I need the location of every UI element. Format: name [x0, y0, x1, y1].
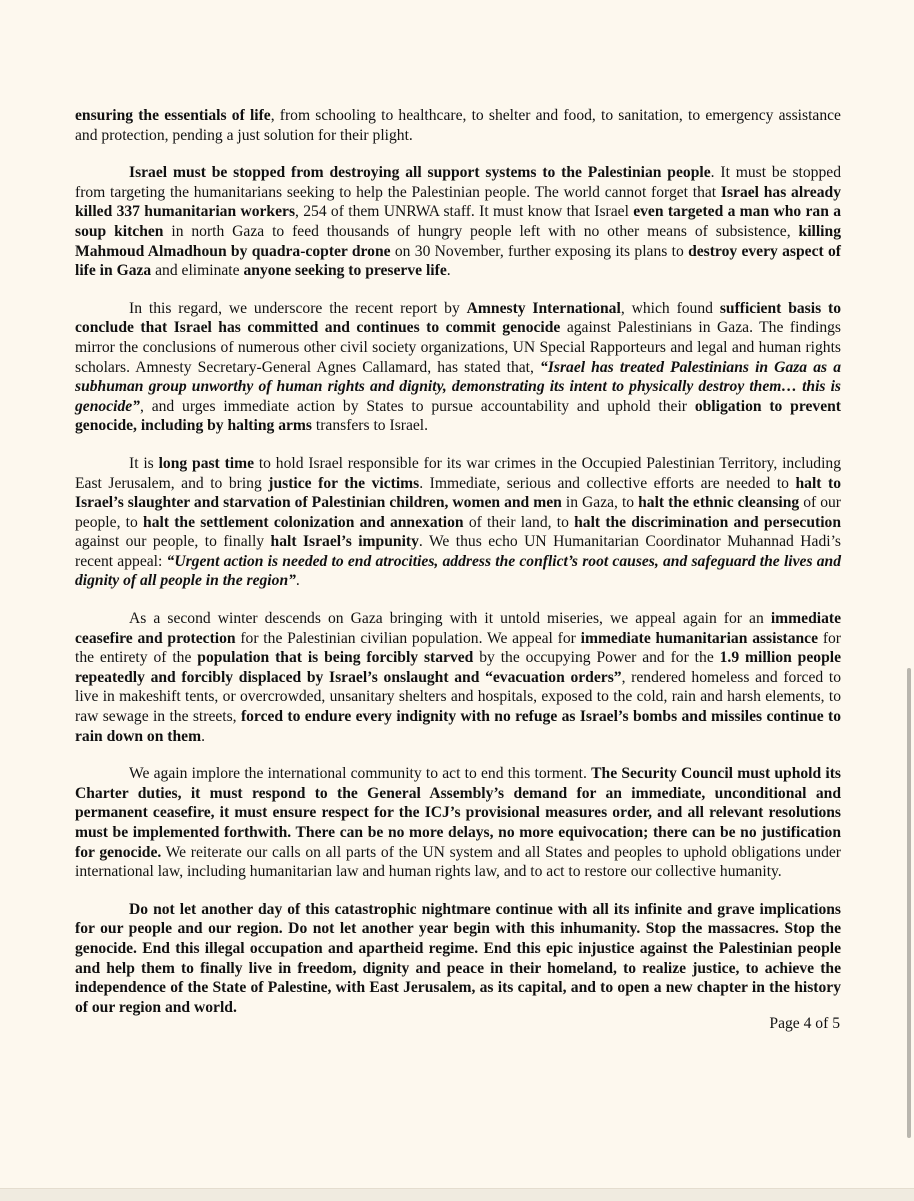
text-run: As a second winter descends on Gaza bringing with it untold miseries, we appeal again for an [129, 610, 771, 628]
text-run: Amnesty International [466, 299, 621, 317]
text-run: against Palestinians in Gaza. The findings mirror the conclusions of numerous other civil society organizations, UN Special Rapporteurs and legal and human rights scholars. Amnesty Secretary-General Agnes Callamard, has stated that, [75, 319, 841, 376]
text-run: halt Israel’s impunity [270, 533, 419, 551]
text-run: for the entirety of the [75, 629, 841, 667]
text-run: immediate ceasefire and protection [75, 610, 841, 647]
document-body [75, 106, 841, 1035]
text-run: halt the discrimination and persecution [574, 513, 841, 531]
text-run: even targeted a man who ran a soup kitchen [75, 203, 842, 240]
text-run: obligation to prevent genocide, including by halting arms [75, 397, 841, 435]
paragraph-essentials-of-life [75, 106, 841, 145]
text-run: , from schooling to healthcare, to shelter and food, to sanitation, to emergency assistance and protection, pending a just solution for their plight. [75, 107, 841, 144]
page-number: Page 4 of 5 [769, 1015, 840, 1032]
text-run: . [446, 262, 451, 280]
text-run: , rendered homeless and forced to live in makeshift tents, or overcrowded, unsanitary shelters and hospitals, exposed to the cold, rain and harsh elements, to raw sewage in the streets, [75, 668, 841, 726]
paragraph-security-council [75, 764, 841, 882]
text-run: Israel has already killed 337 humanitarian workers [75, 183, 841, 221]
paragraph-accountability [75, 454, 841, 591]
text-run: It is [129, 454, 159, 472]
text-run: in Gaza, to [561, 494, 639, 512]
text-run: “Urgent action is needed to end atrocities, address the conflict’s root causes, and safeguard the lives and dignity of all people in the region” [75, 552, 841, 590]
text-run: The Security Council must uphold its Charter duties, it must respond to the General Assembly’s demand for an immediate, unconditional and permanent ceasefire, it must ensure respect for the ICJ’s provisional measures order, and all relevant resolutions must be implemented forthwith. There can be no more delays, no more equivocation; there can be no justification for genocide. [75, 765, 841, 861]
text-run: Israel must be stopped from destroying all support systems to the Palestinian people [129, 164, 711, 182]
text-run: transfers to Israel. [311, 417, 429, 435]
paragraph-support-systems [75, 163, 841, 281]
vertical-scrollbar[interactable] [907, 668, 911, 1138]
text-run: immediate humanitarian assistance [580, 629, 819, 647]
text-run: halt the ethnic cleansing [638, 494, 800, 512]
text-run: sufficient basis to conclude that Israel has committed and continues to commit genocide [75, 299, 842, 337]
paragraph-amnesty-report [75, 299, 841, 436]
text-run: 1.9 million people repeatedly and forcibly displaced by Israel’s onslaught and “evacuation orders” [75, 649, 841, 686]
paragraph-closing-appeal [75, 900, 841, 1018]
page-bottom-edge [0, 1188, 914, 1201]
text-run: In this regard, we underscore the recent report by [129, 299, 467, 317]
text-run: population that is being forcibly starved [197, 649, 474, 667]
text-run: . It must be stopped from targeting the humanitarians seeking to help the Palestinian people. The world cannot forget that [75, 164, 841, 201]
text-run: long past time [158, 454, 255, 472]
text-run: destroy every aspect of life in Gaza [75, 242, 841, 280]
text-run: We again implore the international community to act to end this torment. [129, 765, 592, 783]
text-run: . Immediate, serious and collective efforts are needed to [419, 474, 796, 492]
text-run: Do not let another day of this catastrophic nightmare continue with all its infinite and grave implications for our people and our region. Do not let another year begin with this inhumanity. Stop the massacres. Stop the genocide. End this illegal occupation and apartheid regime. End this epic injustice against the Palestinian people and help them to finally live in freedom, dignity and peace in their homeland, to realize justice, to achieve the independence of the State of Palestine, with East Jerusalem, as its capital, and to open a new chapter in the history of our region and world. [75, 900, 841, 1016]
text-run: of their land, to [463, 513, 575, 531]
text-run: and eliminate [151, 262, 244, 280]
text-run: for the Palestinian civilian population. We appeal for [235, 629, 581, 647]
text-run: against our people, to finally [75, 533, 271, 551]
text-run: , 254 of them UNRWA staff. It must know that Israel [295, 203, 634, 221]
text-run: “Israel has treated Palestinians in Gaza as a subhuman group unworthy of human rights and dignity, demonstrating its intent to physically destroy them… this is genocide” [75, 358, 841, 415]
text-run: ensuring the essentials of life [75, 107, 271, 124]
text-run: of our people, to [75, 494, 842, 531]
text-run: We reiterate our calls on all parts of the UN system and all States and peoples to uphold obligations under international law, including humanitarian law and human rights law, and to act to restore our collective humanity. [75, 843, 841, 881]
text-run: , which found [620, 299, 720, 317]
text-run: . [201, 727, 205, 745]
text-run: halt the settlement colonization and annexation [143, 513, 464, 531]
text-run: by the occupying Power and for the [473, 649, 720, 667]
text-run: , and urges immediate action by States to pursue accountability and uphold their [139, 397, 695, 415]
text-run: to hold Israel responsible for its war crimes in the Occupied Palestinian Territory, including East Jerusalem, and to bring [75, 454, 842, 492]
text-run: forced to endure every indignity with no refuge as Israel’s bombs and missiles continue to rain down on them [75, 708, 841, 745]
text-run: in north Gaza to feed thousands of hungry people left with no other means of subsistence, [163, 222, 799, 240]
text-run: . We thus echo UN Humanitarian Coordinator Muhannad Hadi’s recent appeal: [75, 533, 841, 570]
paragraph-winter-appeal [75, 609, 841, 746]
text-run: killing Mahmoud Almadhoun by quadra-copter drone [75, 222, 841, 260]
text-run: . [295, 572, 300, 590]
text-run: on 30 November, further exposing its plans to [390, 242, 689, 260]
text-run: justice for the victims [268, 474, 420, 492]
text-run: halt to Israel’s slaughter and starvation of Palestinian children, women and men [75, 474, 841, 512]
text-run: anyone seeking to preserve life [243, 262, 447, 280]
